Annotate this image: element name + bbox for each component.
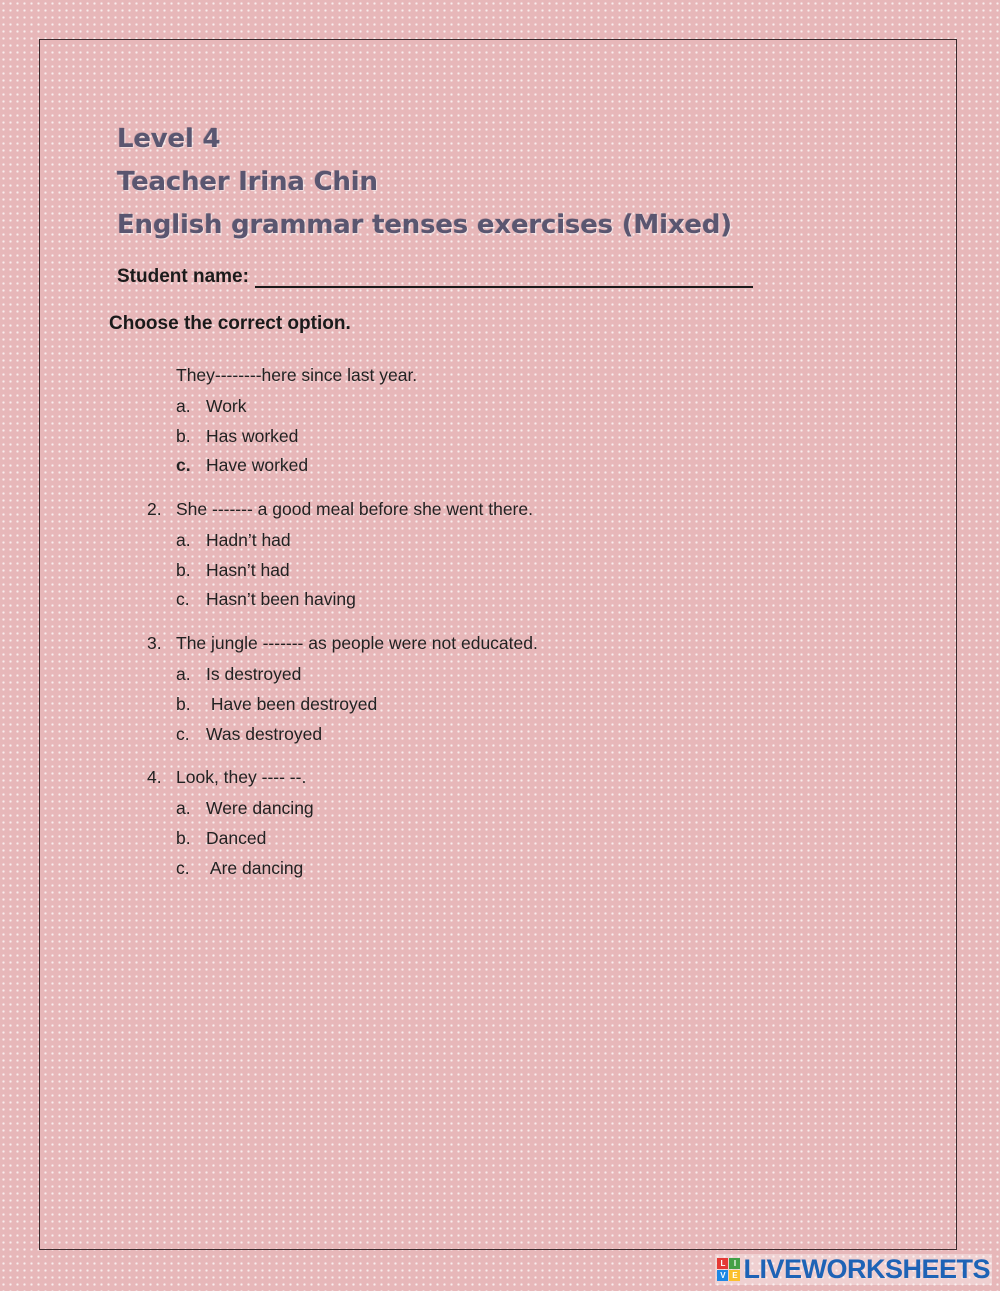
option-b[interactable]: [140, 556, 538, 586]
option-letter: b.: [176, 693, 191, 714]
question-stem: The jungle ------- as people were not educated.: [176, 633, 538, 654]
question-1: [140, 362, 538, 481]
logo-tile: I: [729, 1258, 740, 1269]
logo-tile: E: [729, 1270, 740, 1281]
question-number: 4.: [147, 767, 162, 788]
option-text: Have worked: [206, 455, 309, 476]
question-number: [140, 362, 176, 392]
option-letter: c.: [176, 857, 190, 878]
question-3: [140, 630, 538, 749]
option-letter: a.: [176, 396, 191, 416]
option-a[interactable]: [140, 660, 538, 690]
option-letter: b.: [176, 827, 191, 848]
option-text: Are dancing: [206, 857, 304, 878]
option-text: Hasn’t had: [206, 559, 290, 580]
worksheet-title: English grammar tenses exercises (Mixed): [117, 210, 732, 240]
option-text: Work: [206, 396, 247, 416]
option-letter: b.: [176, 559, 191, 580]
option-b[interactable]: [140, 690, 538, 720]
option-letter: a.: [176, 664, 191, 685]
option-c[interactable]: [140, 585, 538, 615]
question-stem: Look, they ---- --.: [176, 767, 307, 788]
option-a[interactable]: [140, 392, 538, 422]
option-text: Was destroyed: [206, 723, 323, 744]
option-letter: c.: [176, 455, 191, 476]
student-name-label: Student name:: [117, 266, 249, 287]
liveworksheets-brand[interactable]: [715, 1254, 992, 1285]
student-name-row: [117, 264, 753, 288]
liveworksheets-logo-icon: [717, 1258, 740, 1281]
question-stem: They--------here since last year.: [176, 365, 418, 385]
question-stem: She ------- a good meal before she went there.: [176, 499, 533, 520]
question-list: [140, 362, 538, 898]
option-a[interactable]: [140, 794, 538, 824]
option-letter: c.: [176, 723, 190, 744]
option-text: Danced: [206, 827, 267, 848]
question-2: [140, 496, 538, 615]
option-b[interactable]: [140, 422, 538, 452]
option-text: Hadn’t had: [206, 530, 291, 551]
level-heading: Level 4: [117, 124, 221, 154]
teacher-heading: Teacher Irina Chin: [117, 167, 378, 197]
option-c[interactable]: [140, 720, 538, 750]
option-text: Has worked: [206, 425, 299, 446]
option-text: Is destroyed: [206, 664, 302, 685]
logo-tile: V: [717, 1270, 728, 1281]
option-c[interactable]: [140, 854, 538, 884]
question-4: [140, 764, 538, 883]
option-text: Have been destroyed: [206, 693, 378, 714]
option-c[interactable]: [140, 451, 538, 481]
option-letter: b.: [176, 425, 191, 446]
option-b[interactable]: [140, 824, 538, 854]
question-number: 3.: [147, 633, 162, 654]
option-text: Hasn’t been having: [206, 589, 356, 610]
instruction-text: Choose the correct option.: [109, 313, 351, 334]
worksheet-header: [117, 118, 732, 247]
question-number: 2.: [147, 499, 162, 520]
option-a[interactable]: [140, 526, 538, 556]
option-letter: a.: [176, 530, 191, 551]
student-name-blank[interactable]: [255, 264, 753, 288]
brand-name: LIVEWORKSHEETS: [743, 1254, 990, 1284]
option-letter: c.: [176, 589, 190, 610]
logo-tile: L: [717, 1258, 728, 1269]
option-text: Were dancing: [206, 798, 314, 819]
option-letter: a.: [176, 798, 191, 819]
